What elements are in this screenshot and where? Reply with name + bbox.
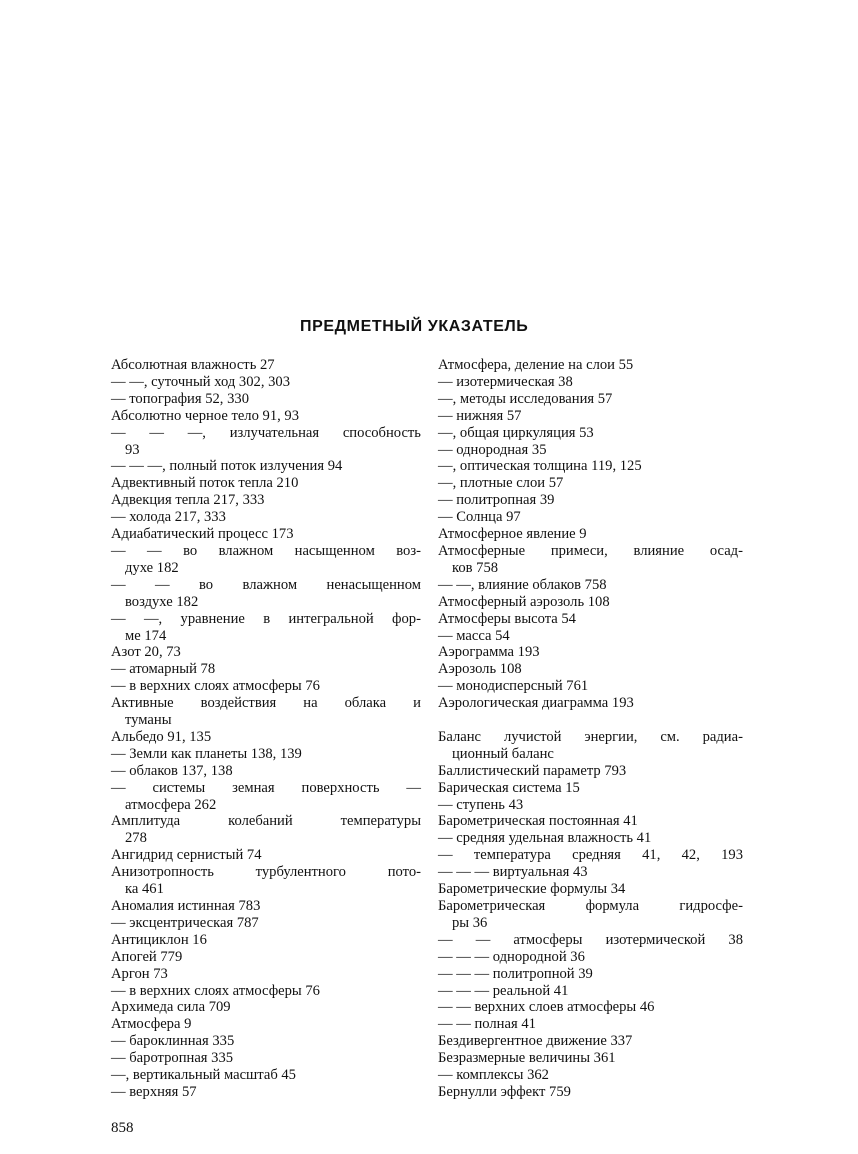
index-entry: Альбедо 91, 135 <box>111 728 212 745</box>
index-entry: Архимеда сила 709 <box>111 999 231 1016</box>
index-entry: Аэрозоль 108 <box>438 661 522 678</box>
index-entry: —, плотные слои 57 <box>438 475 564 492</box>
index-entry: ков 758 <box>452 559 499 576</box>
index-column-right <box>438 357 743 1101</box>
index-entry: — — —, излучательная способность <box>111 424 421 441</box>
index-entry: — верхняя 57 <box>111 1083 197 1100</box>
index-entry: Анизотропность турбулентного пото- <box>111 864 421 881</box>
index-entry: ры 36 <box>452 914 488 931</box>
index-entry: Атмосфера 9 <box>111 1016 192 1033</box>
index-entry: — — — однородной 36 <box>438 948 585 965</box>
index-entry: — масса 54 <box>438 627 510 644</box>
index-column-left <box>111 357 421 1101</box>
index-gap <box>438 712 743 729</box>
index-entry: туманы <box>125 712 172 729</box>
index-entry: — — верхних слоев атмосферы 46 <box>438 999 655 1016</box>
index-entry: Барометрические формулы 34 <box>438 881 626 898</box>
index-entry: Бездивергентное движение 337 <box>438 1033 633 1050</box>
index-entry: — атомарный 78 <box>111 661 216 678</box>
index-entry: Бернулли эффект 759 <box>438 1083 571 1100</box>
index-entry: 278 <box>125 830 147 847</box>
index-entry: — в верхних слоях атмосферы 76 <box>111 678 320 695</box>
index-entry: Атмосферное явление 9 <box>438 526 587 543</box>
index-entry: Атмосферы высота 54 <box>438 610 576 627</box>
index-entry: Аэрограмма 193 <box>438 644 540 661</box>
index-entry: —, вертикальный масштаб 45 <box>111 1067 296 1084</box>
index-entry: — изотермическая 38 <box>438 373 573 390</box>
index-entry: — — во влажном ненасыщенном <box>111 576 421 593</box>
index-entry: Аэрологическая диаграмма 193 <box>438 695 634 712</box>
index-entry: Атмосферные примеси, влияние осад- <box>438 542 743 559</box>
index-entry: ка 461 <box>125 881 164 898</box>
index-entry: — — —, полный поток излучения 94 <box>111 458 343 475</box>
page-title: ПРЕДМЕТНЫЙ УКАЗАТЕЛЬ <box>300 318 529 335</box>
index-entry: — политропная 39 <box>438 492 555 509</box>
index-entry: Абсолютно черное тело 91, 93 <box>111 407 300 424</box>
index-entry: — Солнца 97 <box>438 509 521 526</box>
index-entry: — холода 217, 333 <box>111 509 226 526</box>
index-entry: —, общая циркуляция 53 <box>438 424 594 441</box>
index-entry: — —, влияние облаков 758 <box>438 576 607 593</box>
index-entry: Безразмерные величины 361 <box>438 1050 616 1067</box>
index-entry: воздухе 182 <box>125 593 199 610</box>
index-entry: — баротропная 335 <box>111 1050 234 1067</box>
index-entry: атмосфера 262 <box>125 796 217 813</box>
index-entry: — эксцентрическая 787 <box>111 914 259 931</box>
index-entry: Аргон 73 <box>111 965 168 982</box>
index-entry: — монодисперсный 761 <box>438 678 589 695</box>
index-entry: Адвекция тепла 217, 333 <box>111 492 265 509</box>
index-entry: — —, суточный ход 302, 303 <box>111 373 291 390</box>
index-entry: — облаков 137, 138 <box>111 762 233 779</box>
index-entry: духе 182 <box>125 559 179 576</box>
index-entry: —, методы исследования 57 <box>438 390 613 407</box>
index-entry: — — атмосферы изотермической 38 <box>438 931 743 948</box>
index-entry: Активные воздействия на облака и <box>111 695 421 712</box>
index-entry: Барическая система 15 <box>438 779 580 796</box>
index-entry: — ступень 43 <box>438 796 524 813</box>
index-entry: — —, уравнение в интегральной фор- <box>111 610 421 627</box>
index-entry: — — во влажном насыщенном воз- <box>111 542 421 559</box>
index-entry: Баланс лучистой энергии, см. радиа- <box>438 728 743 745</box>
index-entry: — — — виртуальная 43 <box>438 864 588 881</box>
index-entry: Баллистический параметр 793 <box>438 762 627 779</box>
index-entry: Аномалия истинная 783 <box>111 898 261 914</box>
index-entry: Атмосферный аэрозоль 108 <box>438 593 610 610</box>
index-entry: Ангидрид сернистый 74 <box>111 847 262 864</box>
index-entry: Атмосфера, деление на слои 55 <box>438 357 634 373</box>
index-entry: — комплексы 362 <box>438 1067 549 1084</box>
index-entry: — системы земная поверхность — <box>111 779 421 796</box>
page-number: 858 <box>111 1120 134 1136</box>
index-entry: ционный баланс <box>452 745 554 762</box>
index-entry: Азот 20, 73 <box>111 644 181 661</box>
index-entry: ме 174 <box>125 627 167 644</box>
index-entry: — Земли как планеты 138, 139 <box>111 745 302 762</box>
index-entry: — в верхних слоях атмосферы 76 <box>111 982 320 999</box>
index-entry: — средняя удельная влажность 41 <box>438 830 652 847</box>
index-entry: Адвективный поток тепла 210 <box>111 475 299 492</box>
index-entry: — однородная 35 <box>438 441 547 458</box>
index-entry: 93 <box>125 441 140 458</box>
index-entry: — — полная 41 <box>438 1016 536 1033</box>
index-entry: Барометрическая формула гидросфе- <box>438 897 743 914</box>
index-entry: Амплитуда колебаний температуры <box>111 813 421 830</box>
index-entry: — бароклинная 335 <box>111 1033 235 1050</box>
index-entry: — — — политропной 39 <box>438 965 593 982</box>
index-entry: —, оптическая толщина 119, 125 <box>438 458 642 475</box>
index-entry: Абсолютная влажность 27 <box>111 357 275 373</box>
index-entry: Антициклон 16 <box>111 931 207 948</box>
index-entry: — температура средняя 41, 42, 193 <box>438 847 743 864</box>
index-entry: — нижняя 57 <box>438 407 522 424</box>
index-entry: Барометрическая постоянная 41 <box>438 813 638 830</box>
index-entry: — топография 52, 330 <box>111 390 249 407</box>
index-entry: — — — реальной 41 <box>438 982 569 999</box>
index-entry: Адиабатический процесс 173 <box>111 526 294 543</box>
index-entry: Апогей 779 <box>111 948 183 965</box>
